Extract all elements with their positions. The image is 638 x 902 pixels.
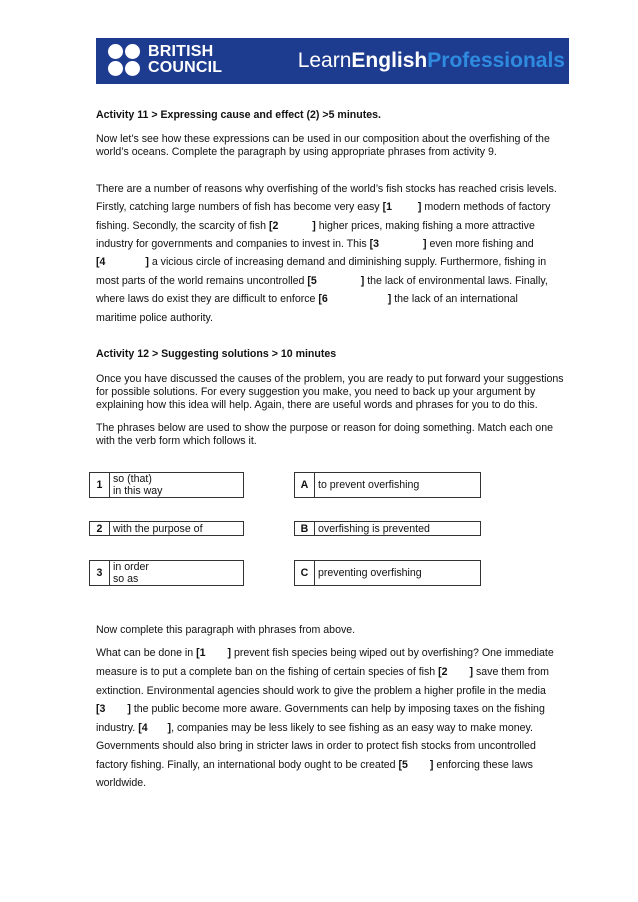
para-line: where laws do exist they are difficult to enforce [6 ] the lack of an international — [96, 293, 518, 305]
brand-name: BRITISH COUNCIL — [148, 43, 223, 76]
activity11-heading: Activity 11 > Expressing cause and effect (2) >5 minutes. — [96, 109, 381, 121]
gap-2: [2 — [438, 666, 448, 678]
para-line: industry. [4 ], companies may be less likely to see fishing as an easy way to make money. — [96, 722, 534, 734]
para-line: What can be done in [1 ] prevent fish species being wiped out by overfishing? One immediate — [96, 647, 554, 659]
para-line: [3 ] the public become more aware. Governments can help by imposing taxes on the fishing — [96, 703, 545, 715]
complete-prompt: Now complete this paragraph with phrases from above. — [96, 624, 356, 636]
para-line: There are a number of reasons why overfishing of the world’s fish stocks has reached crisis levels. — [96, 183, 557, 195]
site-title: LearnEnglishProfessionals — [297, 49, 565, 72]
british-council-logo-icon — [108, 44, 142, 78]
activity12-heading: Activity 12 > Suggesting solutions > 10 minutes — [96, 348, 337, 360]
gap-4: [4 — [138, 722, 148, 734]
para-line: factory fishing. Finally, an international body ought to be created [5 ] enforcing these laws — [96, 759, 533, 771]
gap-2: [2 — [268, 220, 279, 232]
para-line: maritime police authority. — [96, 312, 213, 324]
gap-4: [4 — [96, 256, 106, 268]
para-line: Governments should also bring in stricter laws in order to protect fish stocks from uncontrolled — [96, 740, 536, 752]
para-line: measure is to put a complete ban on the fishing of certain species of fish [2 ] save them from — [96, 666, 549, 678]
match-box-a: A to prevent overfishing — [294, 472, 481, 498]
match-box-3: 3 in order so as — [89, 560, 244, 586]
gap-5: [5 — [307, 275, 317, 287]
match-box-c: C preventing overfishing — [294, 560, 481, 586]
para-line: fishing. Secondly, the scarcity of fish [2 ] higher prices, making fishing a more attractive — [96, 220, 535, 232]
para-line: [4 ] a vicious circle of increasing demand and diminishing supply. Furthermore, fishing in — [96, 256, 547, 268]
gap-6: [6 — [318, 293, 328, 305]
activity11-intro-line2: world’s oceans. Complete the paragraph by using appropriate phrases from activity 9. — [96, 146, 497, 158]
gap-1: [1 — [196, 647, 206, 659]
match-box-b: B overfishing is prevented — [294, 521, 481, 536]
activity12-intro-line: with the verb form which follows it. — [96, 435, 257, 447]
para-line: Firstly, catching large numbers of fish has become very easy [1 ] modern methods of factory — [96, 201, 551, 213]
para-line: extinction. Environmental agencies should work to give the problem a higher profile in the media — [96, 685, 546, 697]
activity12-intro-line: explaining how this idea will help. Again, there are useful words and phrases for you to do this. — [96, 399, 538, 411]
activity12-intro-line: Once you have discussed the causes of the problem, you are ready to put forward your suggestions — [96, 373, 564, 385]
para-line: industry for governments and companies to invest in. This [3 ] even more fishing and — [96, 238, 534, 250]
activity12-intro-line: for possible solutions. For every suggestion you make, you need to back up your argument by — [96, 386, 536, 398]
activity12-intro-line: The phrases below are used to show the purpose or reason for doing something. Match each one — [96, 422, 553, 434]
gap-3: [3 — [96, 703, 106, 715]
para-line: most parts of the world remains uncontrolled [5 ] the lack of environmental laws. Finally, — [96, 275, 548, 287]
header-banner — [96, 38, 569, 84]
match-box-2: 2 with the purpose of — [89, 521, 244, 536]
gap-5: [5 — [398, 759, 408, 771]
activity11-intro-line1: Now let’s see how these expressions can be used in our composition about the overfishing of the — [96, 133, 550, 145]
match-box-1: 1 so (that) in this way — [89, 472, 244, 498]
gap-3: [3 — [369, 238, 380, 250]
para-line: worldwide. — [96, 777, 147, 789]
gap-1: [1 — [382, 201, 392, 213]
